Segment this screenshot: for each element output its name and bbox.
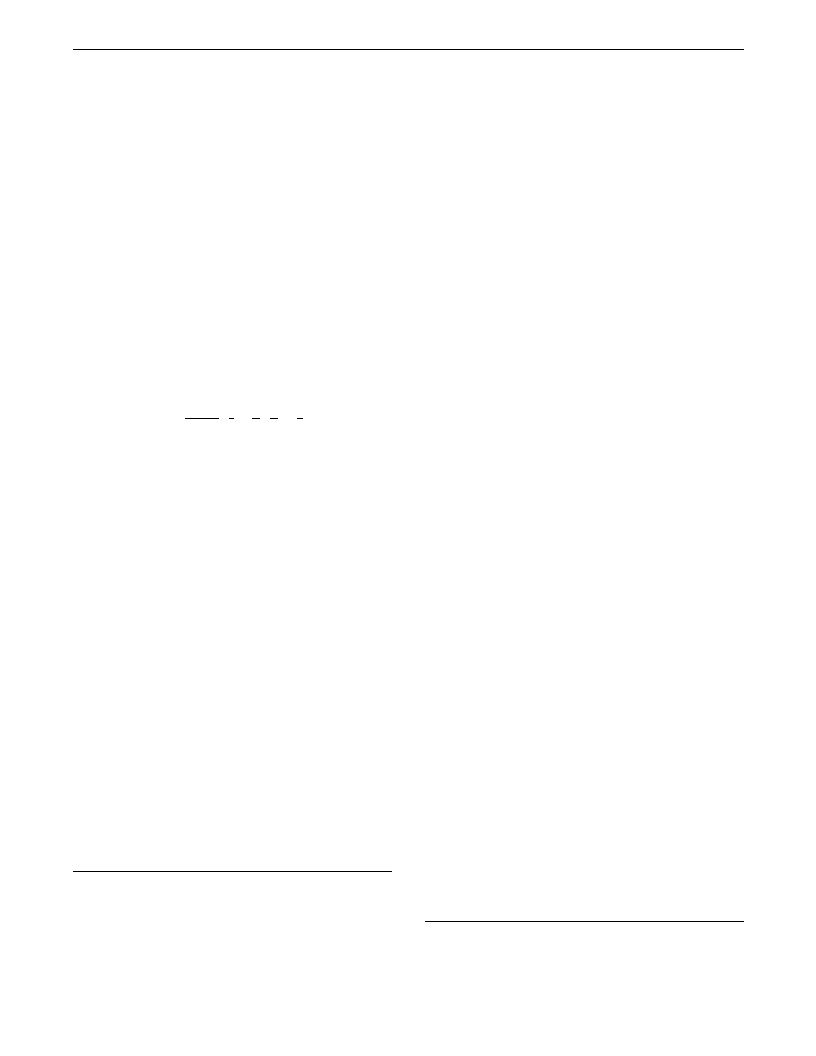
dash-segment: [229, 418, 234, 419]
dash-segment: [270, 418, 278, 419]
solid-line-segment: [185, 418, 219, 419]
footnote-rule-right: [425, 921, 744, 922]
dash-segment: [297, 418, 303, 419]
footnote-rule-left: [73, 871, 392, 872]
dash-segment: [252, 418, 260, 419]
header-rule: [73, 49, 744, 50]
